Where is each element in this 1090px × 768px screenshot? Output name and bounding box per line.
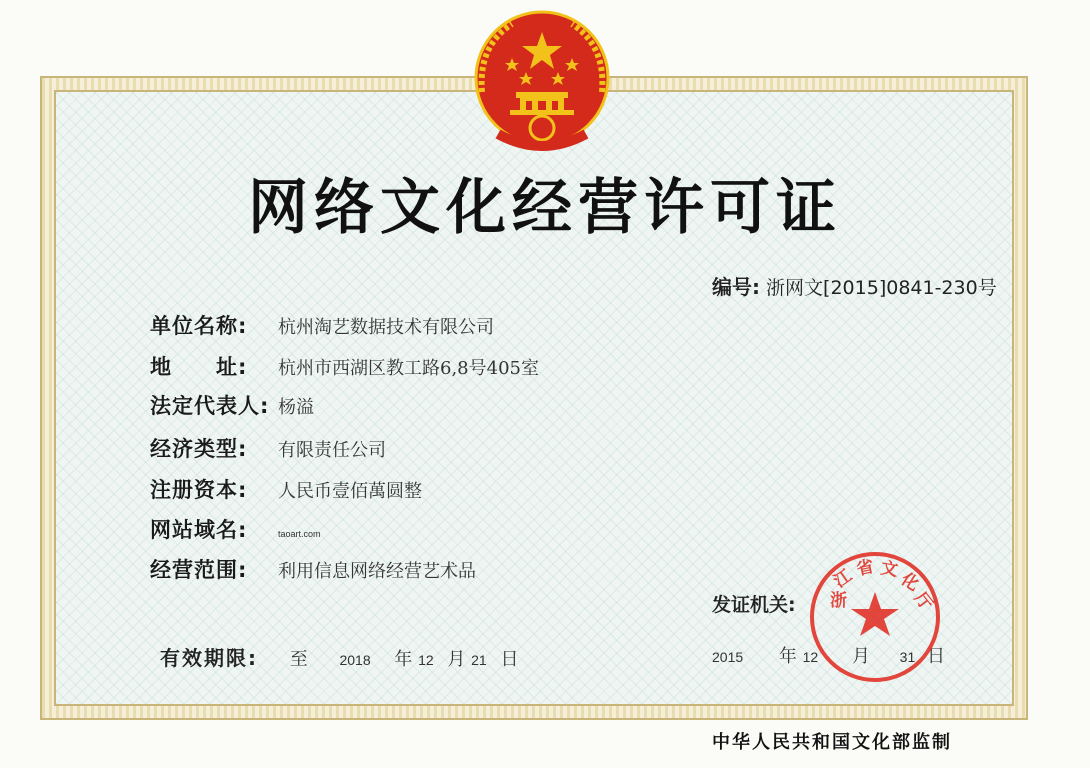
national-emblem-icon bbox=[468, 6, 616, 158]
field-value: 利用信息网络经营艺术品 bbox=[278, 561, 476, 582]
footer-supervisor: 中华人民共和国文化部监制 bbox=[712, 732, 952, 753]
validity-prefix: 至 bbox=[289, 649, 308, 670]
issue-year-unit: 年 bbox=[778, 646, 797, 667]
field-economic-type bbox=[150, 433, 386, 465]
field-company-name bbox=[150, 310, 494, 342]
issue-day-unit: 日 bbox=[926, 646, 945, 667]
field-value: taoart.com bbox=[278, 529, 321, 539]
field-value: 杭州市西湖区教工路6,8号405室 bbox=[278, 358, 539, 379]
issue-month: 12 bbox=[802, 649, 819, 665]
certificate-title: 网络文化经营许可证 bbox=[248, 173, 842, 243]
official-seal-icon bbox=[806, 548, 944, 686]
svg-text:省: 省 bbox=[854, 556, 876, 580]
field-value: 杨溢 bbox=[278, 397, 314, 418]
svg-text:浙: 浙 bbox=[830, 591, 847, 611]
svg-text:江: 江 bbox=[830, 565, 856, 593]
certificate-number bbox=[712, 271, 997, 300]
field-label: 地 址: bbox=[150, 355, 248, 379]
field-business-scope bbox=[150, 554, 476, 586]
field-label: 注册资本: bbox=[150, 478, 248, 502]
issue-day: 31 bbox=[899, 649, 916, 665]
field-label: 经济类型: bbox=[150, 437, 248, 461]
certificate-number-value: 浙网文[2015]0841-230号 bbox=[766, 277, 997, 299]
validity-year: 2018 bbox=[339, 652, 371, 668]
svg-text:文: 文 bbox=[879, 558, 900, 581]
field-label: 单位名称: bbox=[150, 314, 248, 338]
field-legal-representative bbox=[150, 390, 314, 422]
field-label: 网站域名: bbox=[150, 518, 248, 542]
validity-day: 21 bbox=[471, 652, 487, 668]
certificate-number-label: 编号: bbox=[712, 275, 760, 299]
svg-text:厅: 厅 bbox=[910, 588, 937, 615]
validity-year-unit: 年 bbox=[394, 649, 413, 670]
validity-month-unit: 月 bbox=[447, 649, 466, 670]
field-website-domain bbox=[150, 514, 321, 546]
field-address bbox=[150, 351, 539, 383]
validity-period bbox=[160, 642, 518, 671]
issue-month-unit: 月 bbox=[851, 646, 870, 667]
field-value: 有限责任公司 bbox=[278, 440, 386, 461]
svg-text:化: 化 bbox=[897, 569, 923, 596]
validity-month: 12 bbox=[418, 652, 434, 668]
field-label: 经营范围: bbox=[150, 558, 248, 582]
validity-label: 有效期限: bbox=[160, 646, 258, 670]
issuer-label: 发证机关: bbox=[712, 594, 796, 616]
field-value: 人民币壹佰萬圆整 bbox=[278, 481, 422, 502]
issue-year: 2015 bbox=[712, 649, 744, 665]
field-label: 法定代表人: bbox=[150, 394, 270, 418]
field-registered-capital bbox=[150, 474, 422, 506]
field-value: 杭州淘艺数据技术有限公司 bbox=[278, 317, 494, 338]
validity-day-unit: 日 bbox=[500, 649, 519, 670]
